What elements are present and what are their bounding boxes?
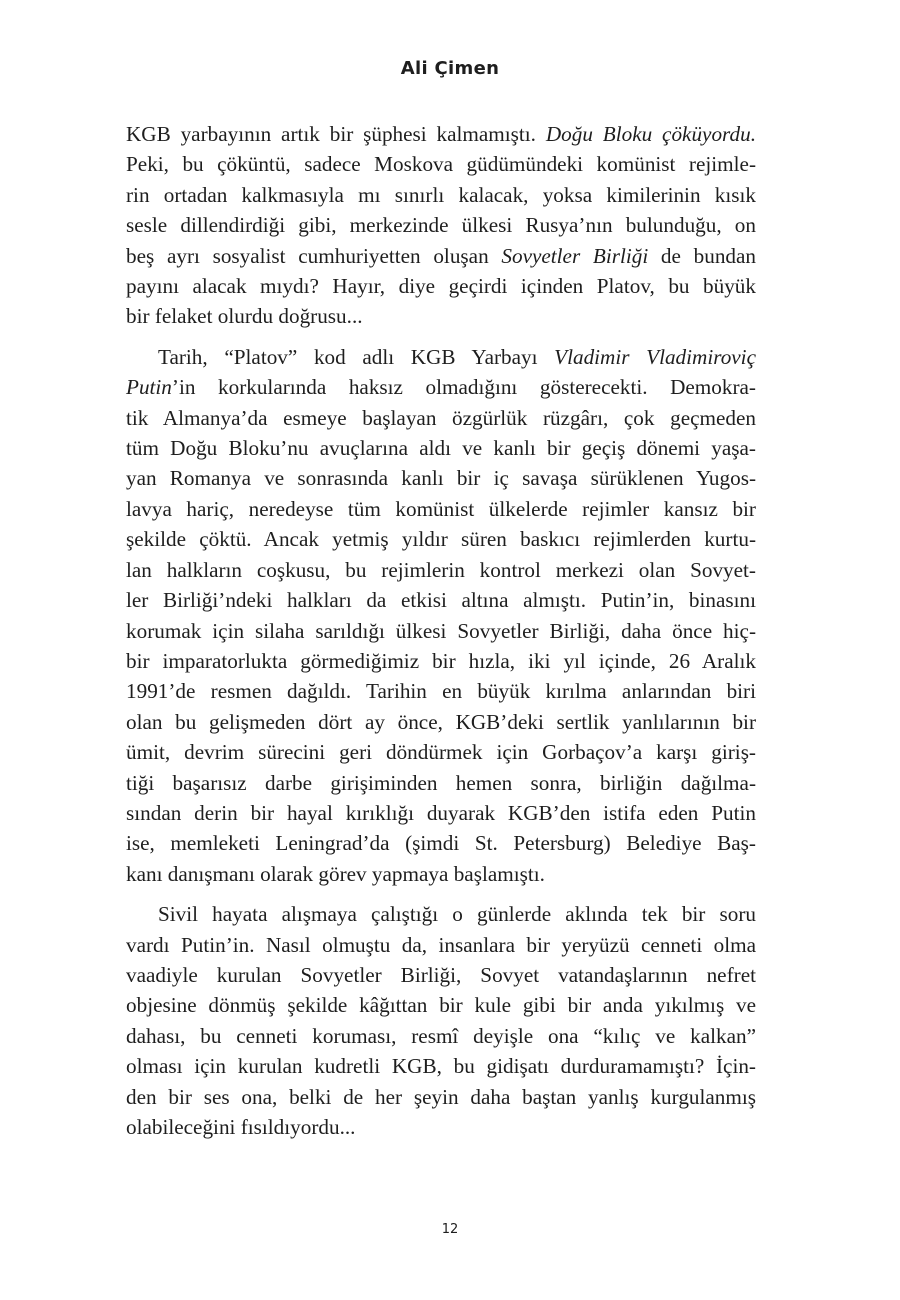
text-line: [126, 646, 756, 676]
italic-text: Vladimir Vladimiroviç: [554, 344, 756, 369]
text-line: [126, 899, 756, 929]
text-segment: dahası, bu cenneti koruması, resmî deyişle ona “kılıç ve kalkan”: [126, 1023, 756, 1048]
running-header-author: Ali Çimen: [400, 58, 500, 79]
paragraph: [126, 899, 756, 1142]
text-segment: vaadiyle kurulan Sovyetler Birliği, Sovyet vatandaşlarının nefret: [126, 962, 756, 987]
text-segment: olabileceğini fısıldıyordu...: [126, 1115, 356, 1139]
italic-text: Putin: [126, 375, 172, 400]
paragraph-gap: [126, 889, 756, 899]
text-segment: rin ortadan kalkmasıyla mı sınırlı kalacak, yoksa kimilerinin kısık: [126, 182, 756, 207]
text-segment: ’in korkularında haksız olmadığını gösterecekti. Demokra-: [171, 375, 756, 400]
text-segment: Peki, bu çöküntü, sadece Moskova güdümündeki komünist rejimle-: [126, 152, 756, 177]
text-segment: olan bu gelişmeden dört ay önce, KGB’deki sertlik yanlılarının bir: [126, 709, 756, 734]
text-segment: ise, memleketi Leningrad’da (şimdi St. Petersburg) Belediye Baş-: [126, 831, 756, 856]
text-segment: Tarih, “Platov” kod adlı KGB Yarbayı: [158, 344, 555, 369]
text-segment: bir imparatorlukta görmediğimiz bir hızla, iki yıl içinde, 26 Aralık: [126, 648, 756, 673]
text-line: [126, 768, 756, 798]
text-line: [126, 960, 756, 990]
text-line: [126, 930, 756, 960]
text-line: [126, 990, 756, 1020]
text-line: [126, 616, 756, 646]
text-line: [126, 342, 756, 372]
text-segment: KGB yarbayının artık bir şüphesi kalmamıştı.: [126, 122, 546, 146]
text-line: [126, 494, 756, 524]
text-segment: sından derin bir hayal kırıklığı duyarak KGB’den istifa eden Putin: [126, 800, 756, 825]
text-line: [126, 737, 756, 767]
text-line: [126, 798, 756, 828]
italic-text: Sovyetler Birliği: [501, 243, 649, 268]
text-segment: lan halkların coşkusu, bu rejimlerin kontrol merkezi olan Sovyet-: [126, 557, 756, 582]
text-line: [126, 1112, 756, 1142]
paragraph-gap: [126, 332, 756, 342]
text-line: [126, 119, 756, 149]
paragraph: [126, 119, 756, 332]
text-line: [126, 149, 756, 179]
text-segment: ümit, devrim sürecini geri döndürmek için Gorbaçov’a karşı giriş-: [126, 740, 756, 765]
text-segment: yan Romanya ve sonrasında kanlı bir iç savaşa sürüklenen Yugos-: [126, 466, 756, 491]
text-segment: tik Almanya’da esmeye başlayan özgürlük rüzgârı, çok geçmeden: [126, 405, 756, 430]
page-number: 12: [441, 1222, 459, 1237]
text-line: [126, 859, 756, 889]
text-line: [126, 555, 756, 585]
text-segment: olması için kurulan kudretli KGB, bu gidişatı durduramamıştı? İçin-: [126, 1054, 756, 1079]
text-segment: sesle dillendirdiği gibi, merkezinde ülkesi Rusya’nın bulunduğu, on: [126, 213, 756, 238]
text-line: [126, 524, 756, 554]
text-line: [126, 241, 756, 271]
text-segment: 1991’de resmen dağıldı. Tarihin en büyük kırılma anlarından biri: [126, 679, 756, 704]
text-line: [126, 433, 756, 463]
text-line: [126, 271, 756, 301]
text-line: [126, 1021, 756, 1051]
text-segment: payını alacak mıydı? Hayır, diye geçirdi içinden Platov, bu büyük: [126, 274, 756, 299]
text-segment: lavya hariç, neredeyse tüm komünist ülkelerde rejimler kansız bir: [126, 496, 756, 521]
text-segment: Sivil hayata alışmaya çalıştığı o günlerde aklında tek bir soru: [158, 902, 756, 927]
paragraph: [126, 342, 756, 889]
text-line: [126, 463, 756, 493]
text-line: [126, 301, 756, 331]
text-segment: bir felaket olurdu doğrusu...: [126, 304, 363, 329]
text-line: [126, 585, 756, 615]
text-line: [126, 403, 756, 433]
text-line: [126, 180, 756, 210]
text-line: [126, 372, 756, 402]
text-line: [126, 1051, 756, 1081]
text-line: [126, 707, 756, 737]
text-segment: korumak için silaha sarıldığı ülkesi Sovyetler Birliği, daha önce hiç-: [126, 618, 756, 643]
text-segment: den bir ses ona, belki de her şeyin daha baştan yanlış kurgulanmış: [126, 1084, 756, 1109]
text-segment: tüm Doğu Bloku’nu avuçlarına aldı ve kanlı bir geçiş dönemi yaşa-: [126, 436, 756, 461]
text-segment: vardı Putin’in. Nasıl olmuştu da, insanlara bir yeryüzü cenneti olma: [126, 932, 756, 957]
text-segment: tiği başarısız darbe girişiminden hemen sonra, birliğin dağılma-: [126, 770, 756, 795]
text-segment: şekilde çöktü. Ancak yetmiş yıldır süren baskıcı rejimlerden kurtu-: [126, 527, 756, 552]
body-text: [126, 119, 756, 1142]
text-line: [126, 210, 756, 240]
text-segment: objesine dönmüş şekilde kâğıttan bir kule gibi bir anda yıkılmış ve: [126, 993, 756, 1018]
text-segment: de bundan: [648, 243, 757, 268]
text-segment: kanı danışmanı olarak görev yapmaya başlamıştı.: [126, 861, 545, 886]
text-segment: ler Birliği’ndeki halkları da etkisi altına almıştı. Putin’in, binasını: [126, 588, 756, 613]
text-line: [126, 828, 756, 858]
text-segment: beş ayrı sosyalist cumhuriyetten oluşan: [126, 243, 502, 268]
text-line: [126, 1082, 756, 1112]
italic-text: Doğu Bloku çöküyordu.: [545, 122, 756, 146]
text-line: [126, 676, 756, 706]
